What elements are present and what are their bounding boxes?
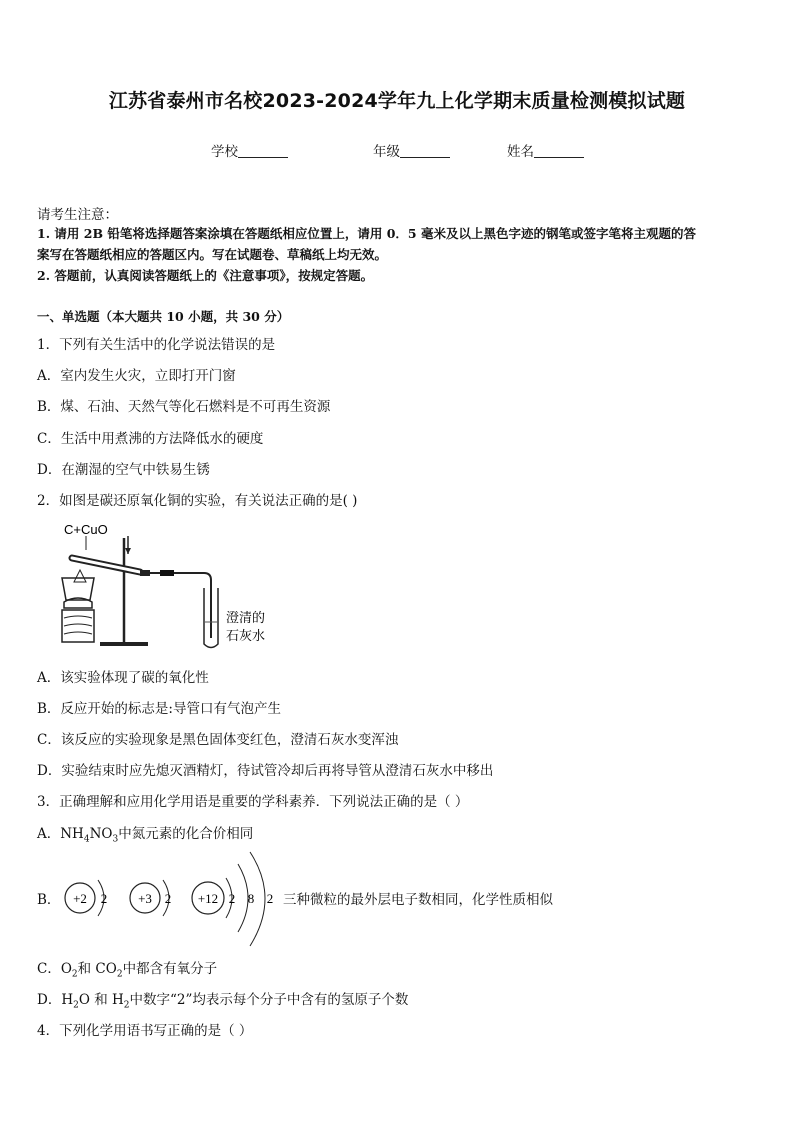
q3-d-sub1: 2 — [73, 1000, 79, 1011]
q3-option-b-label: B． — [37, 892, 61, 908]
q3-option-a — [37, 822, 253, 845]
clamp-arrow-icon — [125, 548, 131, 554]
q2-option-d: D．实验结束时应先熄灭酒精灯，待试管冷却后再将导管从澄清石灰水中移出 — [37, 763, 494, 779]
flame-icon — [74, 570, 86, 582]
grade-blank[interactable] — [400, 143, 450, 158]
atom-3-shell-2 — [238, 864, 248, 932]
q3-c-sub1: 2 — [71, 969, 78, 980]
q3-d-sub2: 2 — [123, 1000, 130, 1011]
atom-3-shell-1-count: 2 — [228, 891, 236, 906]
q3-option-d — [37, 988, 408, 1011]
q3-c-sub2: 2 — [116, 969, 123, 980]
notice-item-2: 2. 答题前，认真阅读答题纸上的《注意事项》，按规定答题。 — [37, 268, 374, 283]
q3-option-b-text: 三种微粒的最外层电子数相同，化学性质相似 — [283, 892, 553, 908]
q1-stem: 1．下列有关生活中的化学说法错误的是 — [37, 337, 276, 353]
wooden-block — [62, 610, 94, 642]
q3-a-pre: A．NH — [37, 826, 84, 842]
school-label: 学校 — [211, 144, 238, 160]
atom-3-shell-2-count: 8 — [247, 891, 255, 906]
stand-base — [100, 642, 148, 646]
q3-d-pre: D．H — [37, 992, 74, 1008]
atom-3-shell-3-count: 2 — [266, 891, 274, 906]
q3-stem: 3．正确理解和应用化学用语是重要的学科素养．下列说法正确的是（ ） — [37, 794, 469, 810]
notice-item-1b: 案写在答题纸相应的答题区内。写在试题卷、草稿纸上均无效。 — [37, 247, 388, 262]
q1-option-a: A．室内发生火灾，立即打开门窗 — [37, 368, 236, 384]
rubber-joint — [160, 570, 174, 576]
grade-field — [373, 140, 450, 160]
fig-label-reactants: C+CuO — [64, 522, 108, 537]
q2-option-b: B．反应开始的标志是:导管口有气泡产生 — [37, 701, 281, 717]
grade-label: 年级 — [373, 144, 400, 160]
name-label: 姓名 — [507, 144, 534, 160]
q1-option-c: C．生活中用煮沸的方法降低水的硬度 — [37, 431, 264, 447]
section-heading: 一、单选题（本大题共 10 小题，共 30 分） — [37, 309, 290, 324]
q3-d-mid: O 和 H — [78, 992, 124, 1008]
flame-shield — [62, 578, 94, 600]
stopper — [140, 570, 150, 576]
q3-a-sub1: 4 — [83, 834, 90, 845]
atom-1-shell-1-count: 2 — [100, 891, 108, 906]
delivery-tube — [150, 573, 211, 638]
fig-label-limewater-1: 澄清的 — [226, 611, 266, 626]
name-blank[interactable] — [534, 143, 584, 158]
notice-item-1a: 1. 请用 2B 铅笔将选择题答案涂填在答题纸相应位置上，请用 0．5 毫米及以上黑色字迹的钢笔或签字笔将主观题的答 — [37, 226, 696, 241]
school-field — [211, 140, 288, 160]
atom-1-nucleus-charge: +2 — [73, 891, 87, 906]
q3-c-post: 中都含有氧分子 — [122, 961, 218, 977]
q3-a-sub2: 3 — [112, 834, 119, 845]
wood-grain — [64, 616, 92, 634]
q3-option-c — [37, 957, 217, 980]
q2-option-c: C．该反应的实验现象是黑色固体变红色，澄清石灰水变浑浊 — [37, 732, 399, 748]
q3-d-post: 中数字“2”均表示每个分子中含有的氢原子个数 — [129, 992, 409, 1008]
test-tube-inner — [72, 558, 140, 572]
carbon-reduction-apparatus-figure — [56, 518, 286, 653]
q2-stem: 2．如图是碳还原氧化铜的实验，有关说法正确的是( ) — [37, 493, 358, 509]
atom-3-nucleus-charge: +12 — [197, 891, 219, 906]
q1-option-b: B．煤、石油、天然气等化石燃料是不可再生资源 — [37, 399, 331, 415]
q4-stem: 4．下列化学用语书写正确的是（ ） — [37, 1023, 253, 1039]
name-field — [507, 140, 584, 160]
atom-2-nucleus-charge: +3 — [138, 891, 152, 906]
page-title: 江苏省泰州市名校2023-2024学年九上化学期末质量检测模拟试题 — [108, 90, 686, 112]
q3-a-post: 中氮元素的化合价相同 — [118, 826, 254, 842]
q3-c-mid: 和 CO — [77, 961, 117, 977]
notice-heading: 请考生注意： — [37, 207, 118, 223]
q3-c-pre: C．O — [37, 961, 72, 977]
q2-option-a: A．该实验体现了碳的氧化性 — [37, 670, 209, 686]
q1-option-d: D．在潮湿的空气中铁易生锈 — [37, 462, 210, 478]
school-blank[interactable] — [238, 143, 288, 158]
atom-2-shell-1-count: 2 — [164, 891, 172, 906]
fig-label-limewater-2: 石灰水 — [226, 629, 266, 644]
q3-a-mid: NO — [89, 826, 113, 842]
